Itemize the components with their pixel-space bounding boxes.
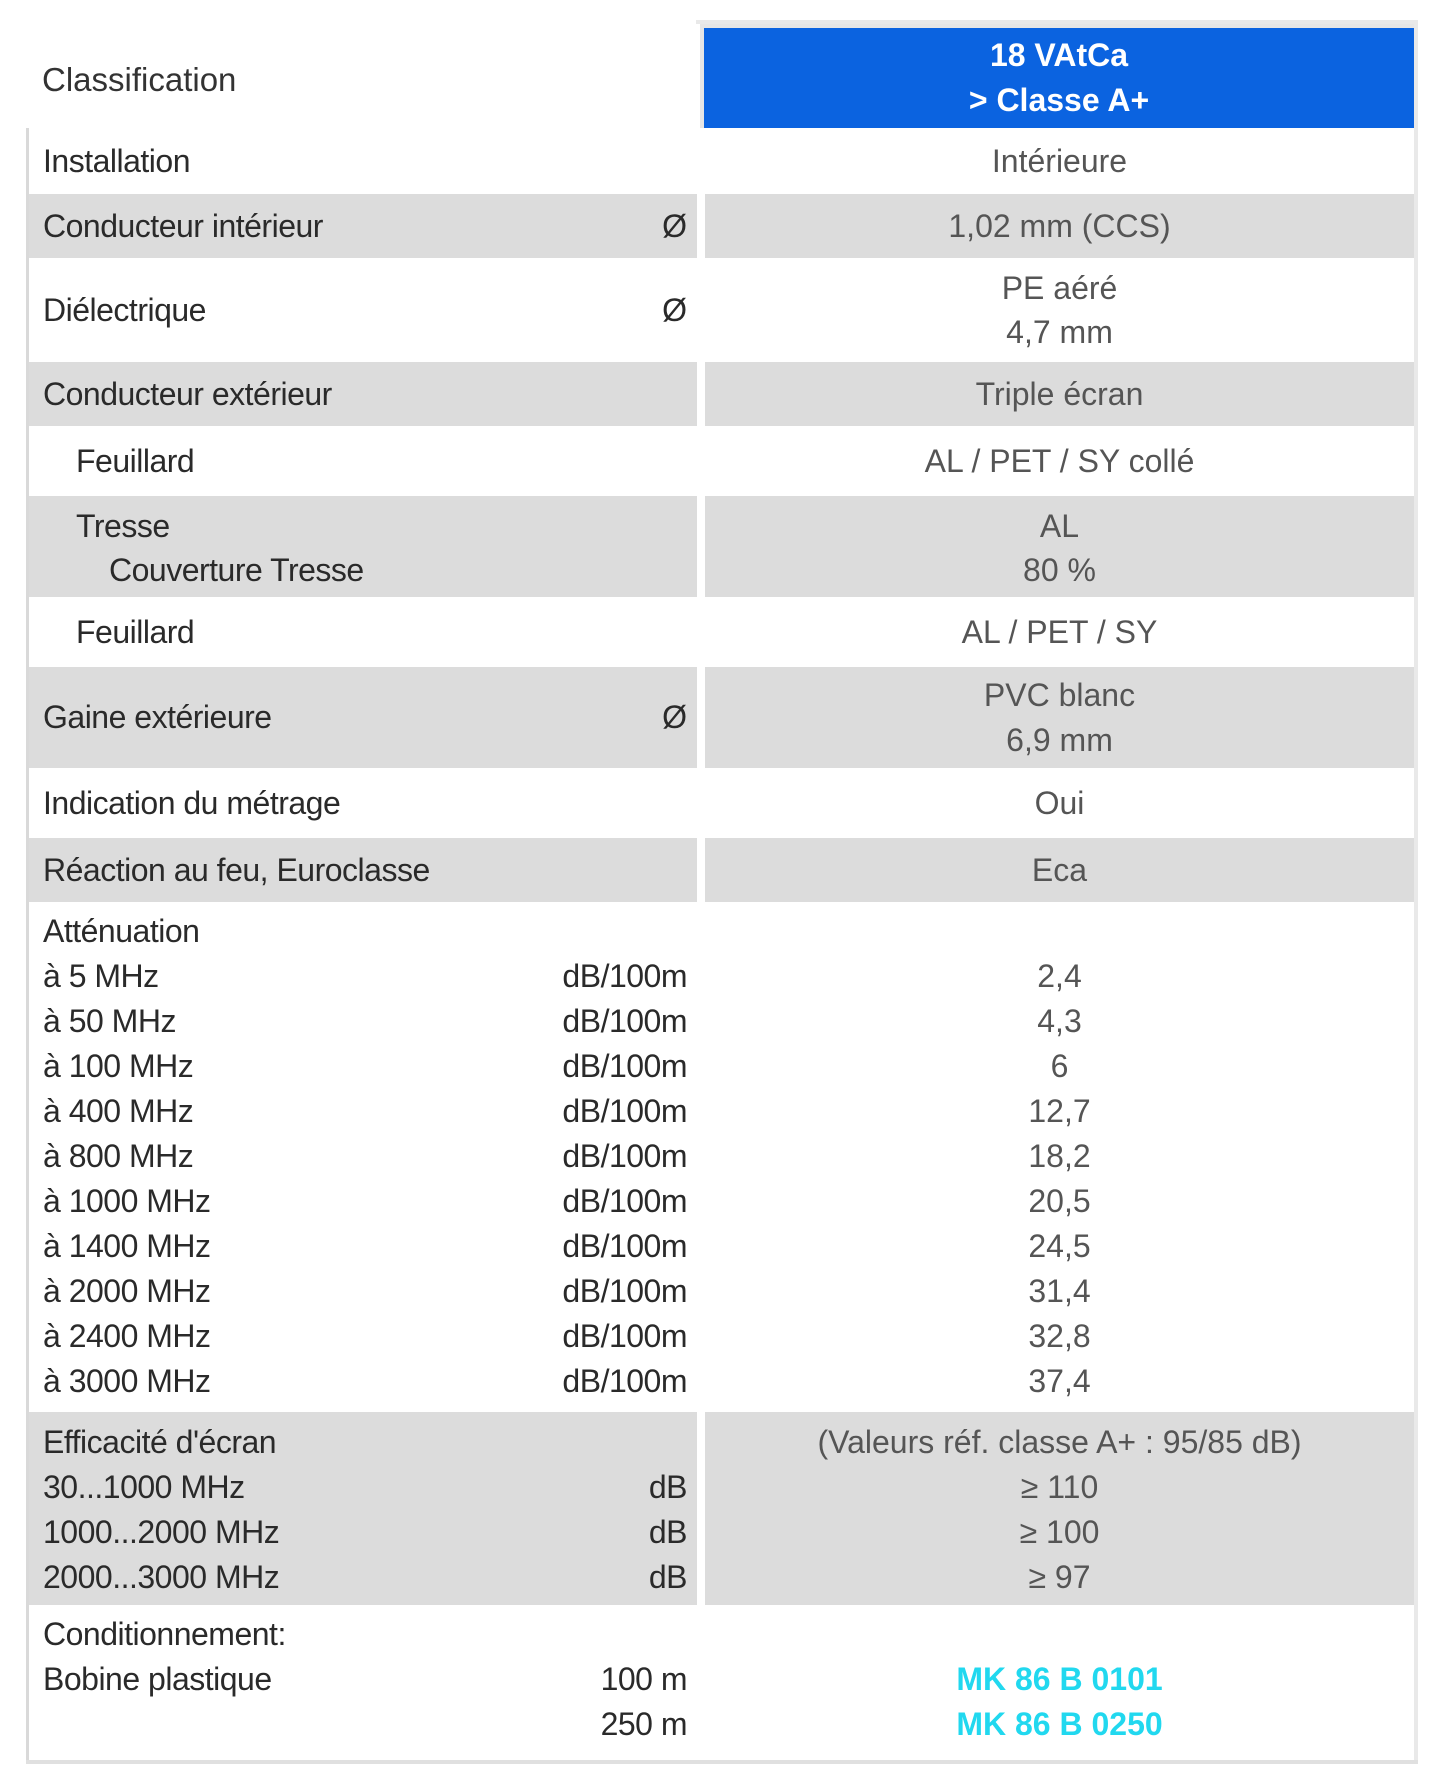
attenuation-unit: dB/100m <box>562 1003 687 1039</box>
attenuation-value: 20,5 <box>1028 1183 1091 1219</box>
screening-note: (Valeurs réf. classe A+ : 95/85 dB) <box>817 1424 1302 1460</box>
row-label: Feuillard <box>76 614 195 650</box>
row-fire-reaction <box>29 838 1414 902</box>
row-value: AL / PET / SY collé <box>924 443 1195 479</box>
row-inner-conductor <box>29 194 1414 258</box>
attenuation-frequency: à 100 MHz <box>43 1048 194 1084</box>
row-label: Gaine extérieure <box>43 699 272 735</box>
packaging-code: MK 86 B 0250 <box>956 1706 1163 1742</box>
attenuation-frequency: à 800 MHz <box>43 1138 194 1174</box>
attenuation-frequency: à 2400 MHz <box>43 1318 211 1354</box>
row-braid <box>29 496 1414 597</box>
attenuation-unit: dB/100m <box>562 958 687 994</box>
diameter-symbol: Ø <box>662 292 687 328</box>
classification-label: Classification <box>42 61 237 98</box>
row-sublabel: Couverture Tresse <box>109 552 364 588</box>
row-label: Indication du métrage <box>43 785 341 821</box>
row-label: Conducteur intérieur <box>43 208 323 244</box>
row-value: 1,02 mm (CCS) <box>948 208 1171 244</box>
row-value-line1: PVC blanc <box>983 677 1136 713</box>
attenuation-value: 12,7 <box>1028 1093 1091 1129</box>
row-label: Conducteur extérieur <box>43 376 332 412</box>
screening-unit: dB <box>648 1559 687 1595</box>
screening-value: ≥ 100 <box>1019 1514 1100 1550</box>
row-outer-conductor <box>29 362 1414 426</box>
row-value: Triple écran <box>975 376 1144 412</box>
row-label: Tresse <box>76 508 170 544</box>
row-foil-2 <box>29 600 1414 664</box>
attenuation-value: 6 <box>1050 1048 1069 1084</box>
attenuation-frequency: à 50 MHz <box>43 1003 176 1039</box>
attenuation-unit: dB/100m <box>562 1048 687 1084</box>
row-value-line1: AL <box>1039 508 1080 544</box>
attenuation-frequency: à 1400 MHz <box>43 1228 211 1264</box>
attenuation-value: 2,4 <box>1037 958 1082 994</box>
packaging-length: 250 m <box>600 1706 687 1742</box>
packaging-type: Bobine plastique <box>43 1661 272 1697</box>
screening-value: ≥ 97 <box>1028 1559 1091 1595</box>
row-value-line2: 80 % <box>1023 552 1096 588</box>
attenuation-unit: dB/100m <box>562 1228 687 1264</box>
attenuation-value: 37,4 <box>1028 1363 1091 1399</box>
diameter-symbol: Ø <box>662 208 687 244</box>
attenuation-title: Atténuation <box>43 913 200 949</box>
attenuation-frequency: à 5 MHz <box>43 958 159 994</box>
row-value: Oui <box>1034 785 1085 821</box>
row-label: Installation <box>43 143 190 179</box>
row-label: Réaction au feu, Euroclasse <box>43 852 430 888</box>
attenuation-value: 18,2 <box>1028 1138 1091 1174</box>
packaging-title: Conditionnement: <box>43 1616 286 1652</box>
attenuation-unit: dB/100m <box>562 1363 687 1399</box>
row-value-line2: 4,7 mm <box>1006 314 1113 350</box>
row-foil-1 <box>29 429 1414 493</box>
row-length-marking <box>29 771 1414 835</box>
attenuation-unit: dB/100m <box>562 1318 687 1354</box>
product-class: > Classe A+ <box>968 82 1150 118</box>
attenuation-frequency: à 2000 MHz <box>43 1273 211 1309</box>
attenuation-value: 32,8 <box>1028 1318 1091 1354</box>
attenuation-frequency: à 3000 MHz <box>43 1363 211 1399</box>
row-value: AL / PET / SY <box>961 614 1158 650</box>
screening-range: 30...1000 MHz <box>43 1469 245 1505</box>
attenuation-value: 4,3 <box>1037 1003 1082 1039</box>
row-value-line1: PE aéré <box>1001 270 1118 306</box>
screening-unit: dB <box>648 1514 687 1550</box>
row-packaging <box>29 1608 1414 1760</box>
row-label: Feuillard <box>76 443 195 479</box>
screening-title: Efficacité d'écran <box>43 1424 277 1460</box>
screening-unit: dB <box>648 1469 687 1505</box>
attenuation-frequency: à 1000 MHz <box>43 1183 211 1219</box>
row-jacket <box>29 667 1414 768</box>
screening-range: 1000...2000 MHz <box>43 1514 280 1550</box>
row-attenuation <box>29 905 1414 1409</box>
row-value: Intérieure <box>991 143 1128 179</box>
row-installation <box>29 131 1414 191</box>
row-value-line2: 6,9 mm <box>1006 722 1113 758</box>
frame-right-border <box>1414 20 1418 1762</box>
attenuation-frequency: à 400 MHz <box>43 1093 194 1129</box>
screening-range: 2000...3000 MHz <box>43 1559 280 1595</box>
diameter-symbol: Ø <box>662 699 687 735</box>
product-name: 18 VAtCa <box>989 37 1129 73</box>
attenuation-unit: dB/100m <box>562 1138 687 1174</box>
packaging-length: 100 m <box>600 1661 687 1697</box>
attenuation-unit: dB/100m <box>562 1273 687 1309</box>
row-dielectric <box>29 261 1414 359</box>
row-value: Eca <box>1031 852 1088 888</box>
frame-bottom-border <box>26 1760 1418 1764</box>
attenuation-value: 24,5 <box>1028 1228 1091 1264</box>
row-screening <box>29 1412 1414 1605</box>
product-header-cell <box>700 24 1414 128</box>
packaging-code: MK 86 B 0101 <box>956 1661 1163 1697</box>
screening-value: ≥ 110 <box>1020 1469 1099 1505</box>
attenuation-value: 31,4 <box>1028 1273 1091 1309</box>
attenuation-unit: dB/100m <box>562 1093 687 1129</box>
attenuation-unit: dB/100m <box>562 1183 687 1219</box>
row-label: Diélectrique <box>43 292 206 328</box>
